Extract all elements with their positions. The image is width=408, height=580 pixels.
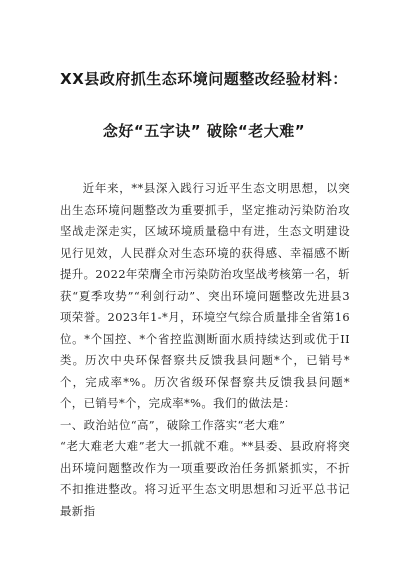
document-subtitle: 念好“五字诀” 破除“老大难” — [102, 122, 306, 140]
intro-paragraph: 近年来，**县深入践行习近平生态文明思想，以突出生态环境问题整改为重要抓手，坚定推动污染防治攻坚战走深走实，区域环境质量稳中有进，生态文明建设见行见效，人民群众对生态环境的获得感、幸福感不断提升。2022年荣膺全市污染防治攻坚战考核第一名，斩获“夏季攻势”“利剑行动”、突出环境问题整改先进县3项荣誉。2023年1-*月，环境空气综合质量排全省第16位。*个国控、*个省控监测断面水质持续达到或优于II类。历次中央环保督察共反馈我县问题*个，已销号*个，完成率*%。历次省级环保督察共反馈我县问题*个，已销号*个，完成率*%。我们的做法是： — [60, 181, 350, 410]
section-heading: 一、政治站位“高”，破除工作落实“老大难” — [60, 417, 286, 432]
document-body — [60, 178, 350, 522]
section-paragraph: “老大难老大难”老大一抓就不难。**县委、县政府将突出环境问题整改作为一项重要政治任务抓紧抓实，不折不扣推进整改。将习近平生态文明思想和习近平总书记最新指 — [60, 439, 350, 518]
document-title: XX县政府抓生态环境问题整改经验材料： — [60, 70, 348, 88]
